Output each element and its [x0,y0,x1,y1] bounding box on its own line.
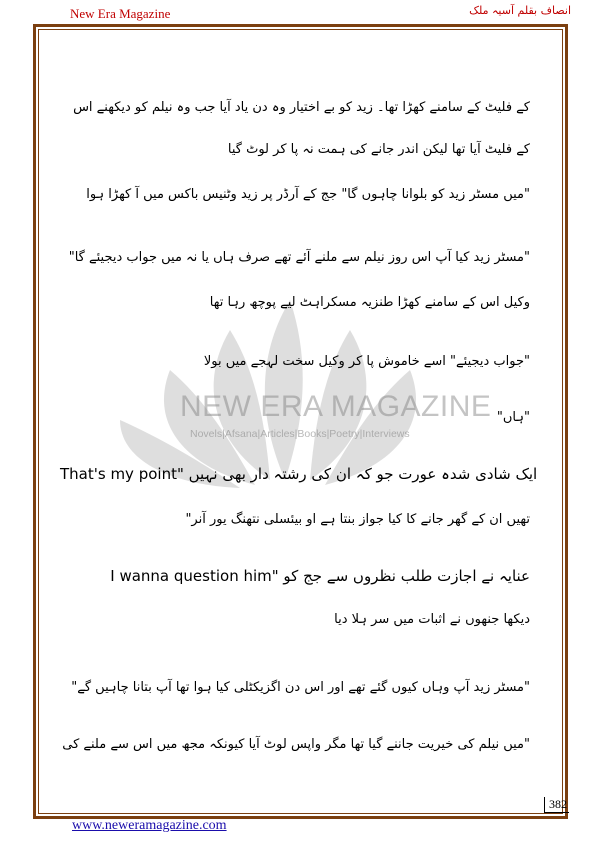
footer-website-link[interactable]: www.neweramagazine.com [72,818,227,833]
body-line-1: کے فلیٹ کے سامنے کھڑا تھا۔ زید کو بے اختیار وہ دن یاد آیا جب وہ نیلم کو دیکھنے اس [73,100,530,115]
body-line-12: "مسٹر زید آپ وہاں کیوں گئے تھے اور اس دن اگزیکٹلی کیا ہوا تھا آپ بتانا چاہیں گے" [71,680,530,695]
body-line-2: کے فلیٹ آیا تھا لیکن اندر جانے کی ہمت نہ پا کر لوٹ گیا [227,142,530,157]
body-line-4: "مسٹر زید کیا آپ اس روز نیلم سے ملنے آئے تھے صرف ہاں یا نہ میں جواب دیجیئے گا" [68,250,530,265]
body-line-8: That's my point" ایک شادی شدہ عورت جو کہ ان کی رشتہ دار بھی نہیں [60,465,538,483]
body-line-10: I wanna question him" عنایہ نے اجازت طلب نظروں سے جج کو [110,567,530,585]
body-line-6: "جواب دیجیئے" اسے خاموش پا کر وکیل سخت لہجے میں بولا [203,354,530,369]
page-number: 382 [544,797,569,813]
body-line-3: "میں مسٹر زید کو بلوانا چاہوں گا" جج کے آرڈر پر زید وٹنیس باکس میں آ کھڑا ہوا [86,187,530,202]
story-title: انصاف بقلم آسیہ ملک [469,4,571,17]
body-line-11: دیکھا جنھوں نے اثبات میں سر ہلا دیا [334,612,530,627]
body-line-7: "ہاں" [496,410,530,425]
watermark-subtitle: Novels|Afsana|Articles|Books|Poetry|Interviews [190,428,410,440]
body-line-13: "میں نیلم کی خیریت جاننے گیا تھا مگر واپس لوٹ آیا کیونکہ مجھ میں اس سے ملنے کی [62,737,530,752]
magazine-name: New Era Magazine [70,6,171,21]
body-line-5: وکیل اس کے سامنے کھڑا طنزیہ مسکراہٹ لیے پوچھ رہا تھا [209,295,530,310]
watermark-title: NEW ERA MAGAZINE [180,390,492,423]
body-line-9: تھیں ان کے گھر جانے کا کیا جواز بنتا ہے او بیئسلی نتھنگ یور آنر" [185,512,530,527]
